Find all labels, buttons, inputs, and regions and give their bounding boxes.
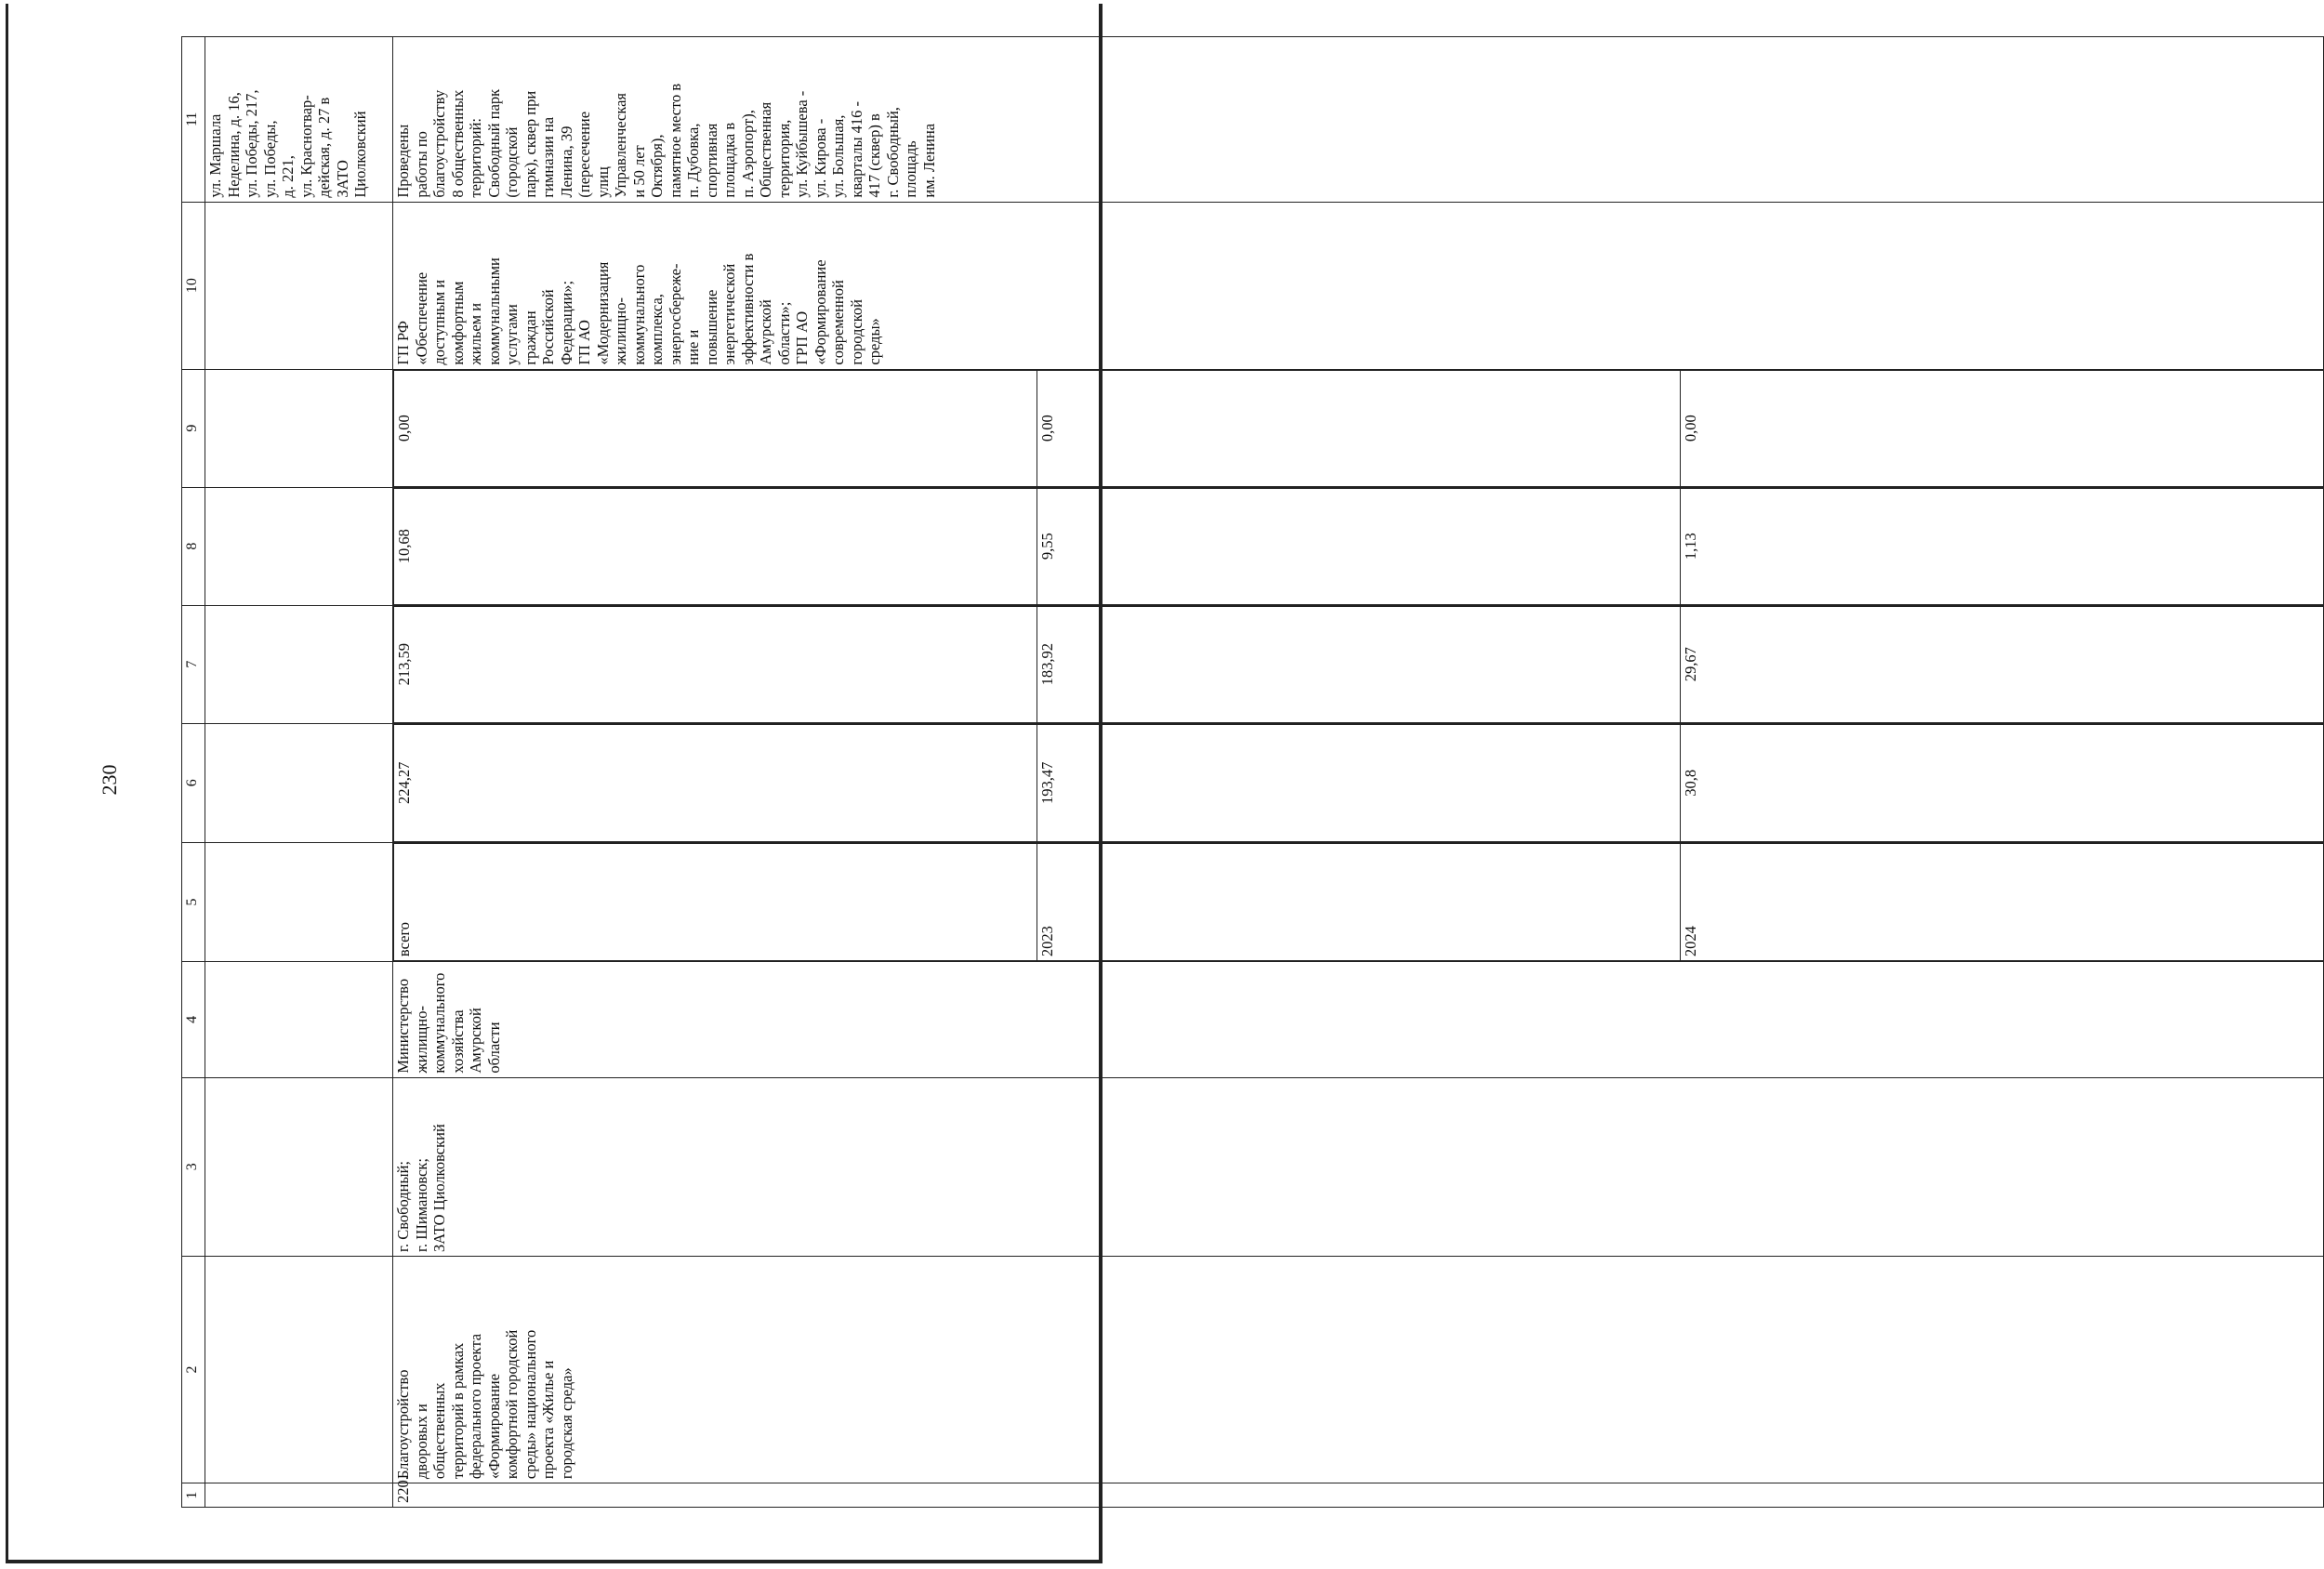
text-line: Управленческая <box>612 92 629 198</box>
results-cell <box>393 37 2324 203</box>
text-line: Благоустройство <box>394 1369 412 1480</box>
text-line: ул. Победы, <box>260 120 279 198</box>
period-cell <box>393 842 2324 961</box>
text-line: Федерации»; <box>557 280 575 365</box>
text-line: области»; <box>774 301 793 365</box>
row-number: 220. <box>393 1483 2324 1508</box>
text-line: ул. Большая, <box>829 114 847 198</box>
header-cell: 8 <box>182 487 205 605</box>
text-line: жильем и <box>467 302 484 365</box>
text-line: территорий: <box>467 118 484 198</box>
text-line: памятное место в <box>666 83 684 198</box>
text-line: энергосбереже- <box>666 263 684 365</box>
text-line: ул. Куйбышева - <box>793 90 811 198</box>
text-line: комфортной городской <box>503 1329 521 1480</box>
table-header-row <box>182 37 205 1508</box>
text-line: коммунального <box>629 264 648 365</box>
text-line: г. Свободный; <box>394 1160 412 1252</box>
text-line: «Формирование <box>811 259 829 365</box>
text-line: им. Ленина <box>919 123 938 198</box>
text-line: комплекса, <box>648 294 666 365</box>
text-line: комфортным <box>448 281 467 365</box>
text-line: среды» национального <box>521 1329 539 1480</box>
location-cell <box>393 1077 2324 1256</box>
text-line: «Формирование <box>484 1373 503 1480</box>
value-list <box>393 488 2323 605</box>
table-cell <box>205 962 393 1078</box>
text-line: Министерство <box>394 978 412 1074</box>
table-cell <box>205 723 393 842</box>
text-line: работы по <box>412 131 430 198</box>
funding-value: 193,47 <box>1037 724 1681 841</box>
funding-value: 1,13 <box>1681 488 2324 604</box>
header-cell: 6 <box>182 723 205 842</box>
text-line: федерального проекта <box>467 1333 484 1480</box>
text-line: городской <box>847 299 865 365</box>
text-line: городская среда» <box>557 1367 575 1480</box>
period-value: всего <box>394 843 1037 960</box>
text-line: Октября), <box>648 134 666 198</box>
period-value: 2023 <box>1037 843 1681 960</box>
funding-value: 10,68 <box>394 488 1037 604</box>
text-line: 417 (сквер) в <box>865 113 883 198</box>
table-cell <box>205 1483 393 1508</box>
text-line: (пересечение <box>575 111 593 198</box>
text-line: хозяйства <box>448 1009 467 1074</box>
table-cell <box>205 1256 393 1483</box>
text-line: Амурской <box>757 299 774 365</box>
period-list <box>393 843 2323 961</box>
text-line: ул. Красногвар- <box>297 95 315 198</box>
header-cell: 7 <box>182 605 205 723</box>
total-funding-cell <box>393 723 2324 842</box>
funding-value: 0,00 <box>1037 370 1681 486</box>
text-line: общественных <box>430 1382 448 1480</box>
programs-cell <box>393 202 2324 369</box>
period-value: 2024 <box>1681 843 2324 960</box>
text-line: д. 221, <box>279 155 297 198</box>
text-line: ул. Маршала <box>206 113 224 198</box>
text-line: спортивная <box>702 123 720 198</box>
text-line: кварталы 416 - <box>847 100 865 198</box>
text-line: ЗАТО <box>333 160 351 198</box>
text-line: «Модернизация <box>593 261 612 365</box>
text-line: энергетической <box>720 263 738 365</box>
text-line: ГП АО <box>575 320 593 365</box>
text-line: доступным и <box>430 279 448 365</box>
header-cell: 2 <box>182 1256 205 1483</box>
text-line: современной <box>829 280 847 365</box>
text-line: Амурской <box>467 1008 484 1074</box>
text-line: коммунального <box>430 972 448 1074</box>
text-line: п. Аэропорт), <box>738 110 757 198</box>
header-cell: 5 <box>182 842 205 961</box>
funding-cell-8 <box>393 487 2324 605</box>
header-cell: 11 <box>182 37 205 203</box>
text-line: ул. Победы, 217, <box>243 89 260 198</box>
funding-value: 0,00 <box>1681 370 2324 486</box>
funding-value: 29,67 <box>1681 606 2324 722</box>
data-table <box>181 36 2324 1508</box>
text-line: услугами <box>503 304 521 365</box>
table-cell <box>205 369 393 487</box>
header-cell: 1 <box>182 1483 205 1508</box>
text-line: повышение <box>702 289 720 365</box>
text-line: ГП РФ <box>394 321 412 365</box>
text-line: площадка в <box>720 122 738 198</box>
text-line: жилищно- <box>612 297 629 365</box>
text-line: ЗАТО Циолковский <box>430 1124 448 1252</box>
table-row-continued <box>205 37 393 1508</box>
text-line: п. Дубовка, <box>684 123 702 198</box>
table-cell <box>205 487 393 605</box>
text-line: эффективности в <box>738 253 757 365</box>
header-cell: 4 <box>182 962 205 1078</box>
value-list <box>393 370 2323 487</box>
measure-name-cell <box>393 1256 2324 1483</box>
text-line: парк), сквер при <box>521 90 539 198</box>
executor-cell <box>393 962 2324 1078</box>
funding-value: 9,55 <box>1037 488 1681 604</box>
table-cell <box>205 605 393 723</box>
text-line: ние и <box>684 329 702 365</box>
text-line: Ленина, 39 <box>557 125 575 198</box>
value-list <box>393 606 2323 723</box>
text-line: Неделина, д. 16, <box>224 92 243 198</box>
text-line: ГРП АО <box>793 310 811 365</box>
text-line: коммунальными <box>484 257 503 365</box>
table-cell <box>205 842 393 961</box>
funding-cell-7 <box>393 605 2324 723</box>
funding-value: 30,8 <box>1681 724 2324 841</box>
table-cell <box>205 1077 393 1256</box>
header-cell: 3 <box>182 1077 205 1256</box>
text-line: площадь <box>902 140 919 198</box>
data-table-rotated <box>181 36 1699 1508</box>
text-line: улиц <box>593 166 612 198</box>
value-list <box>393 724 2323 842</box>
text-line: жилищно- <box>412 1006 430 1074</box>
text-line: г. Шимановск; <box>412 1157 430 1252</box>
table-row-220 <box>393 37 2324 1508</box>
text-line: дворовых и <box>412 1404 430 1480</box>
text-line: Российской <box>539 289 557 365</box>
table-cell <box>205 202 393 369</box>
text-line: территория, <box>774 119 793 198</box>
text-line: среды» <box>865 318 883 365</box>
address-cell <box>205 37 393 203</box>
funding-value: 224,27 <box>394 724 1037 841</box>
text-line: территорий в рамках <box>448 1342 467 1480</box>
text-line: 8 общественных <box>448 89 467 198</box>
text-line: Общественная <box>757 101 774 198</box>
text-line: Свободный парк <box>484 88 503 198</box>
funding-value: 213,59 <box>394 606 1037 722</box>
text-line: (городской <box>503 126 521 198</box>
funding-cell-9 <box>393 369 2324 487</box>
text-line: граждан <box>521 310 539 365</box>
text-line: дейская, д. 27 в <box>315 97 333 198</box>
text-line: и 50 лет <box>629 145 648 198</box>
funding-value: 0,00 <box>394 370 1037 486</box>
text-line: области <box>484 1022 503 1074</box>
text-line: благоустройству <box>430 89 448 198</box>
text-line: г. Свободный, <box>883 107 902 198</box>
text-line: гимназии на <box>539 116 557 198</box>
header-cell: 10 <box>182 202 205 369</box>
text-line: ул. Кирова - <box>811 118 829 198</box>
text-line: Циолковский <box>351 111 369 198</box>
text-line: проекта «Жилье и <box>539 1360 557 1480</box>
funding-value: 183,92 <box>1037 606 1681 722</box>
text-line: «Обеспечение <box>412 271 430 365</box>
header-cell: 9 <box>182 369 205 487</box>
page-number: 230 <box>98 764 121 796</box>
text-line: Проведены <box>394 124 412 198</box>
